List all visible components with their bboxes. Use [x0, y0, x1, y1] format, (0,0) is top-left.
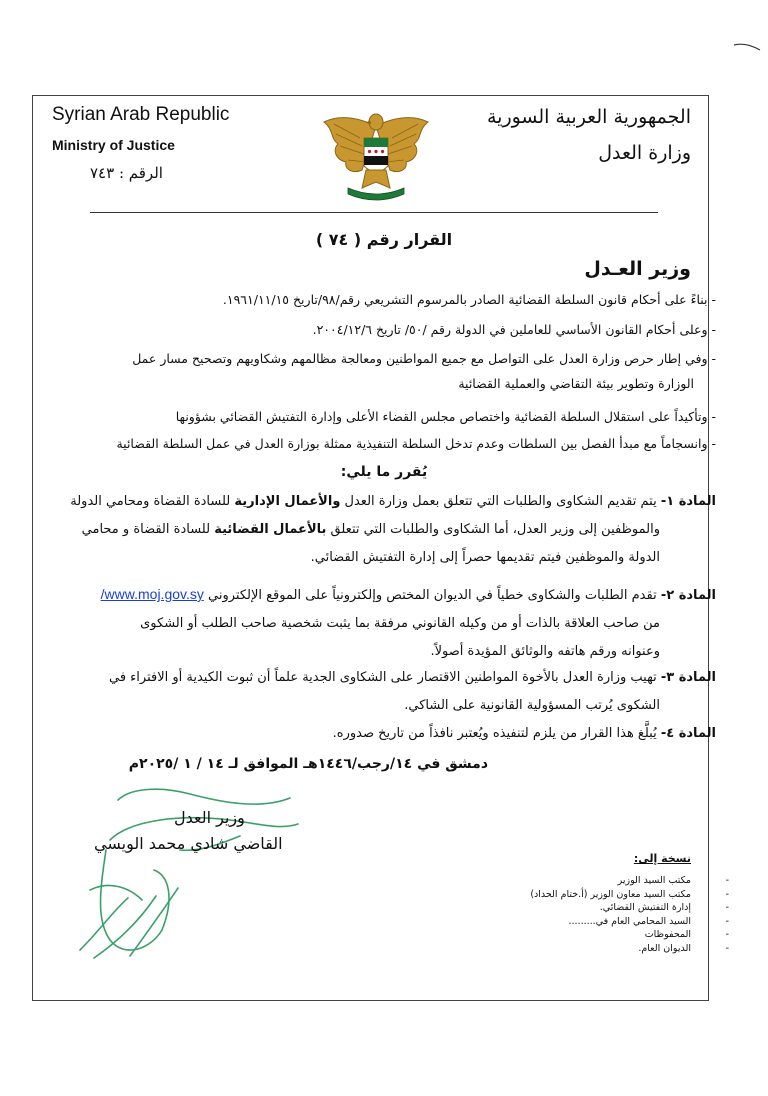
article-bold-text: والأعمال الإدارية [234, 494, 341, 509]
copies-heading: نسخة إلى: [633, 852, 691, 865]
list-item: - مكتب السيد الوزير [530, 874, 691, 888]
preamble-item [44, 374, 694, 393]
preamble-item [66, 434, 716, 453]
resolves-heading: يُقرر ما يلي: [340, 464, 428, 480]
article-4 [66, 720, 716, 748]
header-ministry-en: Ministry of Justice [52, 137, 175, 153]
article-text: للسادة القضاة و محامي [81, 522, 215, 537]
issue-date: دمشق في ١٤/رجب/١٤٤٦هـ الموافق لـ ١٤ / ١ /٢٠٢٥م [128, 756, 488, 772]
preamble-line: - وانسجاماً مع مبدأ الفصل بين السلطات وعدم تدخل السلطة التنفيذية ممثلة بوزارة العدل في عمل السلطة القضائية [116, 436, 716, 451]
article-label: المادة ٤- [660, 726, 716, 741]
article-3-line-1 [66, 664, 716, 692]
article-3 [66, 664, 716, 720]
header-separator [90, 212, 658, 213]
header-ministry-ar: وزارة العدل [598, 142, 691, 164]
article-label: المادة ٢- [660, 588, 716, 603]
preamble-item [66, 407, 716, 426]
article-text: للسادة القضاة ومحامي الدولة [70, 494, 235, 509]
article-2-line-1 [66, 580, 716, 610]
corner-pen-mark [732, 40, 762, 54]
signatory-title: وزير العدل [174, 808, 245, 827]
copies-list [530, 874, 691, 955]
article-2-line-2: من صاحب العلاقة بالذات أو من وكيله القانوني مرفقة بما يثبت شخصية صاحب الطلب أو الشكوى [140, 616, 660, 631]
article-text: يتم تقديم الشكاوى والطلبات التي تتعلق بعمل وزارة العدل [340, 494, 657, 509]
header-country-ar: الجمهورية العربية السورية [486, 106, 691, 128]
signatory-name: القاضي شادي محمد الويسي [94, 834, 283, 853]
article-2 [66, 580, 716, 666]
preamble-line: الوزارة وتطوير بيئة التقاضي والعملية القضائية [458, 376, 694, 391]
eagle-emblem-icon [320, 108, 432, 204]
article-bold-text: بالأعمال القضائية [214, 522, 327, 537]
preamble-item [66, 290, 716, 309]
article-2-line-3: وعنوانه ورقم هاتفه والوثائق المؤيدة أصولاً. [430, 644, 660, 659]
article-text: تهيب وزارة العدل بالأخوة المواطنين الاقتصار على الشكاوى الجدية علماً أن ثبوت الكيدية أو الافتراء في [109, 670, 657, 685]
article-3-line-2: الشكوى يُرتب المسؤولية القانونية على الشاكي. [404, 698, 660, 713]
article-1 [66, 488, 716, 572]
article-text: يُبلَّغ هذا القرار من يلزم لتنفيذه ويُعتبر نافذاً من تاريخ صدوره. [332, 726, 657, 741]
header-country-en: Syrian Arab Republic [52, 104, 230, 125]
article-label: المادة ٣- [660, 670, 716, 685]
preamble-item [66, 349, 716, 368]
article-text: والموظفين إلى وزير العدل، أما الشكاوى والطلبات التي تتعلق [326, 522, 660, 537]
list-item: - المحفوظات [530, 928, 691, 942]
preamble-line: - وفي إطار حرص وزارة العدل على التواصل مع جميع المواطنين ومعالجة مظالمهم وشكاويهم وتصحيح مسار عمل [132, 351, 716, 366]
list-item: - الديوان العام. [530, 942, 691, 956]
preamble-item [66, 320, 716, 339]
minister-title: وزير العـدل [584, 258, 691, 280]
reference-number: الرقم : ٧٤٣ [90, 164, 163, 182]
list-item: - السيد المحامي العام في......... [530, 915, 691, 929]
article-4-line-1 [66, 720, 716, 748]
preamble-line: - بناءً على أحكام قانون السلطة القضائية الصادر بالمرسوم التشريعي رقم/٩٨/تاريخ ١٩٦١/١١/١٥. [222, 292, 716, 307]
article-1-line-1 [66, 488, 716, 516]
preamble-line: - وتأكيداً على استقلال السلطة القضائية واختصاص مجلس القضاء الأعلى وإدارة التفتيش القضائي بشؤونها [175, 409, 716, 424]
preamble-line: - وعلى أحكام القانون الأساسي للعاملين في الدولة رقم /٥٠/ تاريخ ٢٠٠٤/١٢/٦. [312, 322, 716, 337]
ministry-website-link[interactable]: www.moj.gov.sy/ [100, 586, 204, 602]
decision-title: القرار رقم ( ٧٤ ) [315, 230, 453, 249]
article-label: المادة ١- [660, 494, 716, 509]
article-text: تقدم الطلبات والشكاوى خطياً في الديوان المختص وإلكترونياً على الموقع الإلكتروني [208, 588, 657, 603]
article-1-line-2 [66, 516, 660, 544]
article-1-line-3: الدولة والموظفين فيتم تقديمها حصراً إلى إدارة التفتيش القضائي. [310, 550, 660, 565]
list-item: - إدارة التفتيش القضائي. [530, 901, 691, 915]
list-item: - مكتب السيد معاون الوزير (أ.ختام الحداد) [530, 888, 691, 902]
